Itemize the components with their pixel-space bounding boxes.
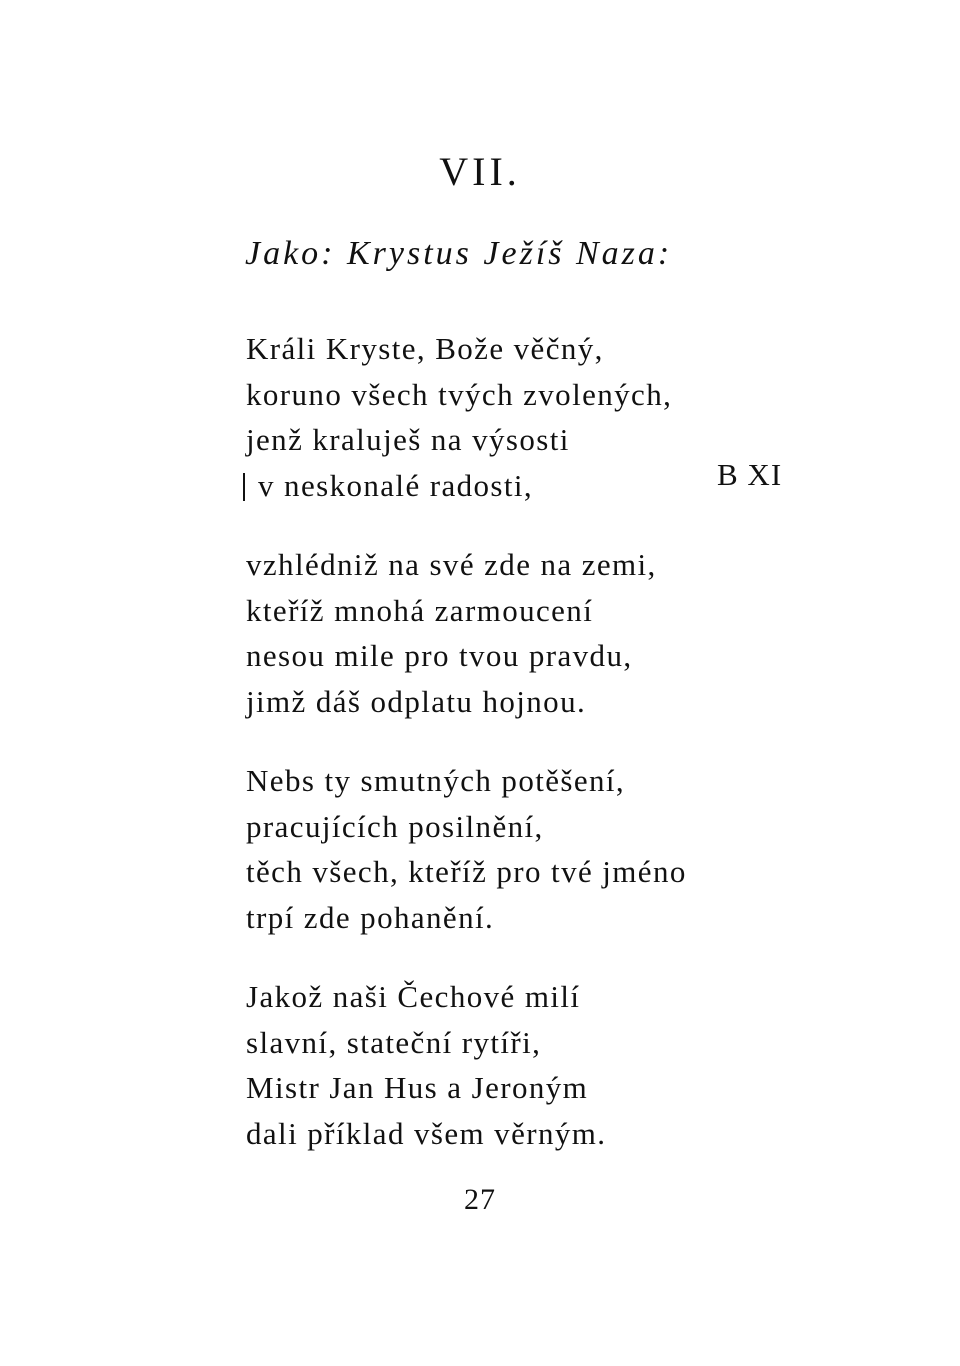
stanza-3 (246, 758, 846, 940)
chapter-heading: VII. (439, 149, 521, 194)
line-mark (243, 473, 245, 501)
verse-line: Králi Kryste, Bože věčný, (246, 331, 604, 366)
verse-line: slavní, stateční rytíři, (246, 1024, 542, 1060)
verse-line-text: v neskonalé radosti, (258, 467, 534, 503)
verse-line: jimž dáš odplatu hojnou. (246, 683, 587, 719)
verse-line: jenž kraluješ na výsosti (246, 422, 570, 457)
stanza-2 (246, 542, 846, 724)
verse-line: pracujících posilnění, (246, 808, 544, 844)
margin-note: B XI (717, 457, 783, 492)
page-number: 27 (464, 1183, 496, 1216)
verse-line: nesou mile pro tvou pravdu, (246, 638, 633, 673)
verse-line: dali příklad všem věrným. (246, 1115, 607, 1151)
verse-line: Nebs ty smutných potěšení, (246, 763, 626, 798)
verse-line: Mistr Jan Hus a Jeroným (246, 1070, 589, 1105)
verse-line: Jakož naši Čechové milí (246, 979, 581, 1014)
stanza-4 (246, 974, 846, 1156)
verse-line: trpí zde pohanění. (246, 899, 495, 935)
verse-line: kteříž mnohá zarmoucení (246, 592, 594, 628)
verse-line: těch všech, kteříž pro tvé jméno (246, 854, 687, 889)
verse-line: koruno všech tvých zvolených, (246, 376, 673, 412)
verse-line: vzhlédniž na své zde na zemi, (246, 547, 657, 582)
tune-indication: Jako: Krystus Ježíš Naza: (245, 235, 673, 272)
